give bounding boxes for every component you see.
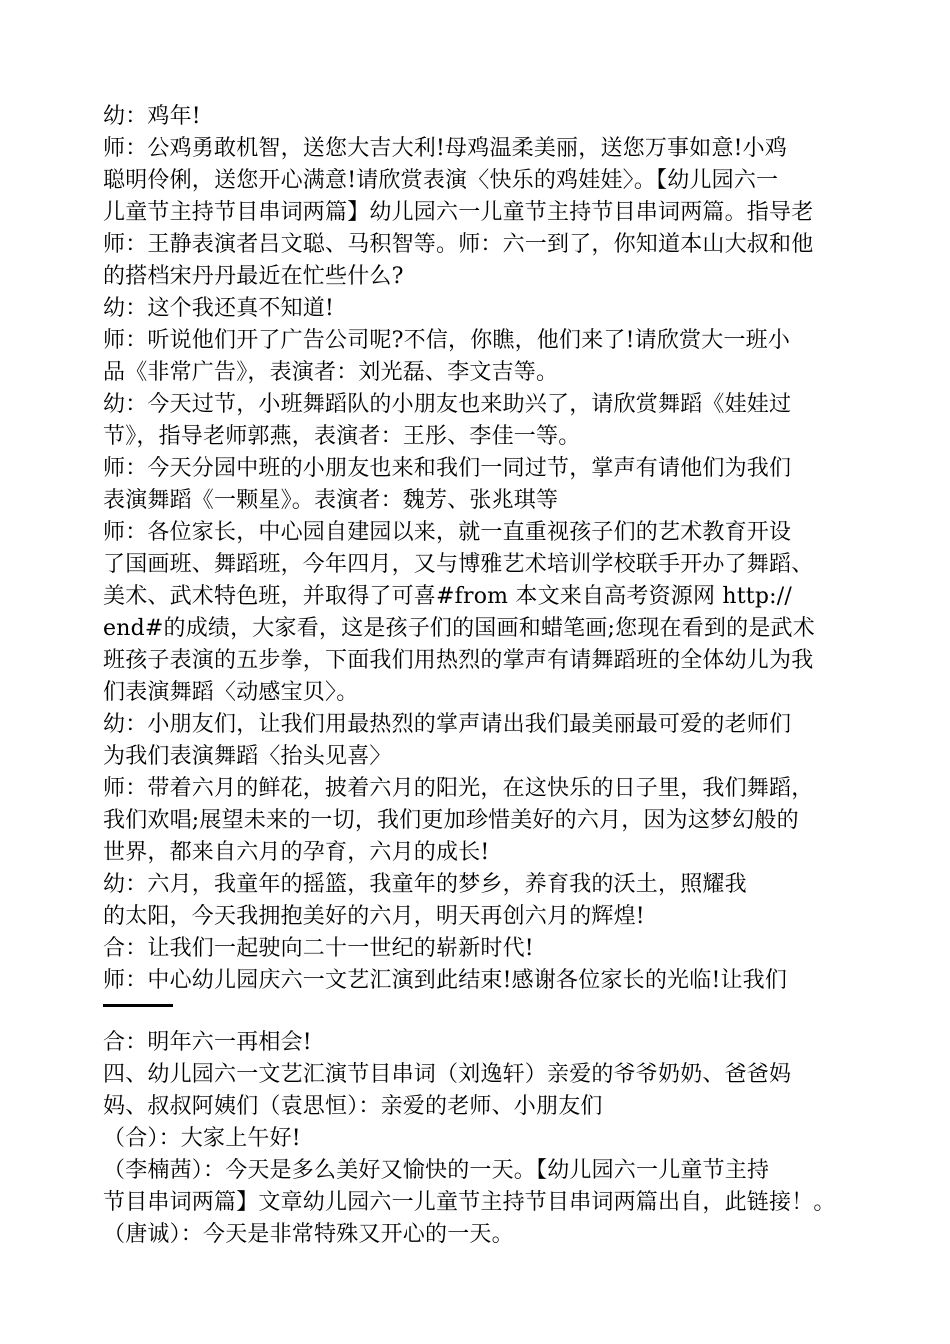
text-line: 的搭档宋丹丹最近在忙些什么?: [103, 264, 404, 289]
text-line: 师：中心幼儿园庆六一文艺汇演到此结束!感谢各位家长的光临!让我们: [103, 968, 788, 993]
text-line: 表演舞蹈《一颗星》。表演者：魏芳、张兆琪等: [103, 488, 559, 513]
text-line: 师：带着六月的鲜花，披着六月的阳光，在这快乐的日子里，我们舞蹈，: [103, 776, 814, 801]
text-line: 班孩子表演的五步拳，下面我们用热烈的掌声有请舞蹈班的全体幼儿为我: [103, 648, 814, 673]
text-line: 幼：小朋友们，让我们用最热烈的掌声请出我们最美丽最可爱的老师们: [103, 712, 792, 737]
text-line: 师：听说他们开了广告公司呢?不信，你瞧，他们来了!请欣赏大一班小: [103, 328, 791, 353]
text-line: 师：公鸡勇敢机智，送您大吉大利!母鸡温柔美丽，送您万事如意!小鸡: [103, 136, 788, 161]
text-line: 的太阳，今天我拥抱美好的六月，明天再创六月的辉煌!: [103, 904, 645, 929]
text-line: 儿童节主持节目串词两篇】幼儿园六一儿童节主持节目串词两篇。指导老: [103, 200, 814, 225]
text-line: 节》，指导老师郭燕，表演者：王彤、李佳一等。: [103, 424, 581, 449]
text-line: 我们欢唱;展望未来的一切，我们更加珍惜美好的六月，因为这梦幻般的: [103, 808, 799, 833]
section-divider: [103, 1004, 173, 1007]
text-line: 幼：鸡年!: [103, 104, 201, 129]
text-line: 师：王静表演者吕文聪、马积智等。师：六一到了，你知道本山大叔和他: [103, 232, 814, 257]
text-line: 幼：六月，我童年的摇篮，我童年的梦乡，养育我的沃土，照耀我: [103, 872, 747, 897]
text-line: 品《非常广告》，表演者：刘光磊、李文吉等。: [103, 360, 559, 385]
text-line: end#的成绩，大家看，这是孩子们的国画和蜡笔画;您现在看到的是武术: [103, 616, 815, 641]
text-line: 师：各位家长，中心园自建园以来，就一直重视孩子们的艺术教育开设: [103, 520, 792, 545]
text-line: 合：明年六一再相会!: [103, 1030, 312, 1055]
text-line: 节目串词两篇】文章幼儿园六一儿童节主持节目串词两篇出自，此链接！。: [103, 1190, 836, 1215]
text-line: 幼：这个我还真不知道!: [103, 296, 335, 321]
text-line: 了国画班、舞蹈班，今年四月，又与博雅艺术培训学校联手开办了舞蹈、: [103, 552, 814, 577]
text-line: 美术、武术特色班，并取得了可喜#from 本文来自高考资源网 http://: [103, 584, 792, 609]
text-line: 师：今天分园中班的小朋友也来和我们一同过节，掌声有请他们为我们: [103, 456, 792, 481]
text-line: （合）：大家上午好!: [103, 1126, 301, 1151]
text-line: 聪明伶俐，送您开心满意!请欣赏表演〈快乐的鸡娃娃〉。【幼儿园六一: [103, 168, 779, 193]
text-line: 妈、叔叔阿姨们（袁思恒）：亲爱的老师、小朋友们: [103, 1094, 603, 1119]
text-line: （唐诚）：今天是非常特殊又开心的一天。: [103, 1222, 514, 1247]
text-line: （李楠茜）：今天是多么美好又愉快的一天。【幼儿园六一儿童节主持: [103, 1158, 770, 1183]
text-line: 四、幼儿园六一文艺汇演节目串词（刘逸轩）亲爱的爷爷奶奶、爸爸妈: [103, 1062, 792, 1087]
text-line: 合：让我们一起驶向二十一世纪的崭新时代!: [103, 936, 534, 961]
text-line: 幼：今天过节，小班舞蹈队的小朋友也来助兴了，请欣赏舞蹈《娃娃过: [103, 392, 792, 417]
text-line: 们表演舞蹈〈动感宝贝〉。: [103, 680, 359, 705]
text-line: 世界，都来自六月的孕育，六月的成长!: [103, 840, 490, 865]
text-line: 为我们表演舞蹈〈抬头见喜〉: [103, 744, 392, 769]
